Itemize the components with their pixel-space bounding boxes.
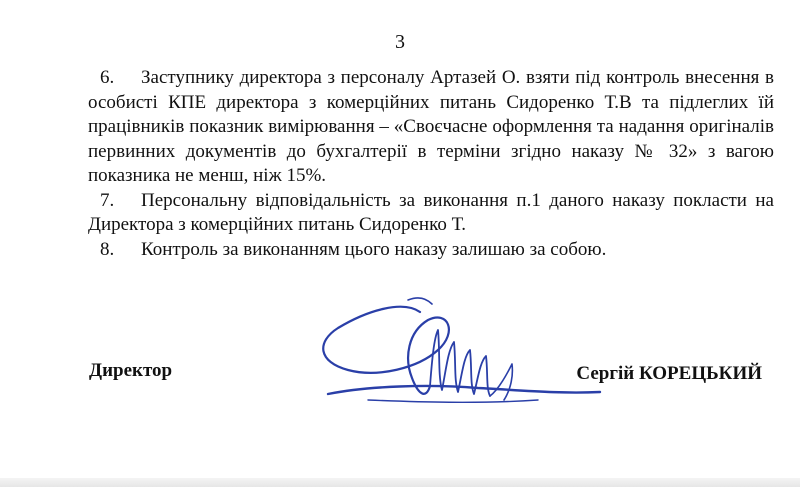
- handwritten-signature: [308, 290, 618, 420]
- paragraph-number: 8.: [100, 238, 115, 260]
- page-bottom-edge: [0, 478, 800, 487]
- page-number: 3: [395, 31, 405, 53]
- paragraph-text: Заступнику директора з персоналу Артазей О. взяти під контроль внесення в особисті КПЕ директора з комерційних питань Сидоренко Т.В та підлеглих їй працівників показник вимірювання – «Своєчасне оформлення та надання оригіналів первинних документів до бухгалтерії в терміни згідно наказу № 32» з вагою показника не менш, ніж 15%.: [88, 67, 774, 186]
- signature-block: [0, 290, 800, 440]
- paragraph-number: 7.: [100, 189, 115, 211]
- signer-name: Сергій КОРЕЦЬКИЙ: [576, 363, 762, 384]
- paragraph-6: [88, 66, 774, 189]
- paragraph-8: [88, 238, 774, 263]
- position-title: Директор: [89, 360, 173, 381]
- order-body: [88, 66, 774, 262]
- paragraph-text: Контроль за виконанням цього наказу залишаю за собою.: [141, 238, 607, 260]
- paragraph-text: Персональну відповідальність за виконання п.1 даного наказу покласти на Директора з комерційних питань Сидоренко Т.: [88, 189, 774, 235]
- paragraph-number: 6.: [100, 67, 115, 88]
- paragraph-7: [88, 189, 774, 238]
